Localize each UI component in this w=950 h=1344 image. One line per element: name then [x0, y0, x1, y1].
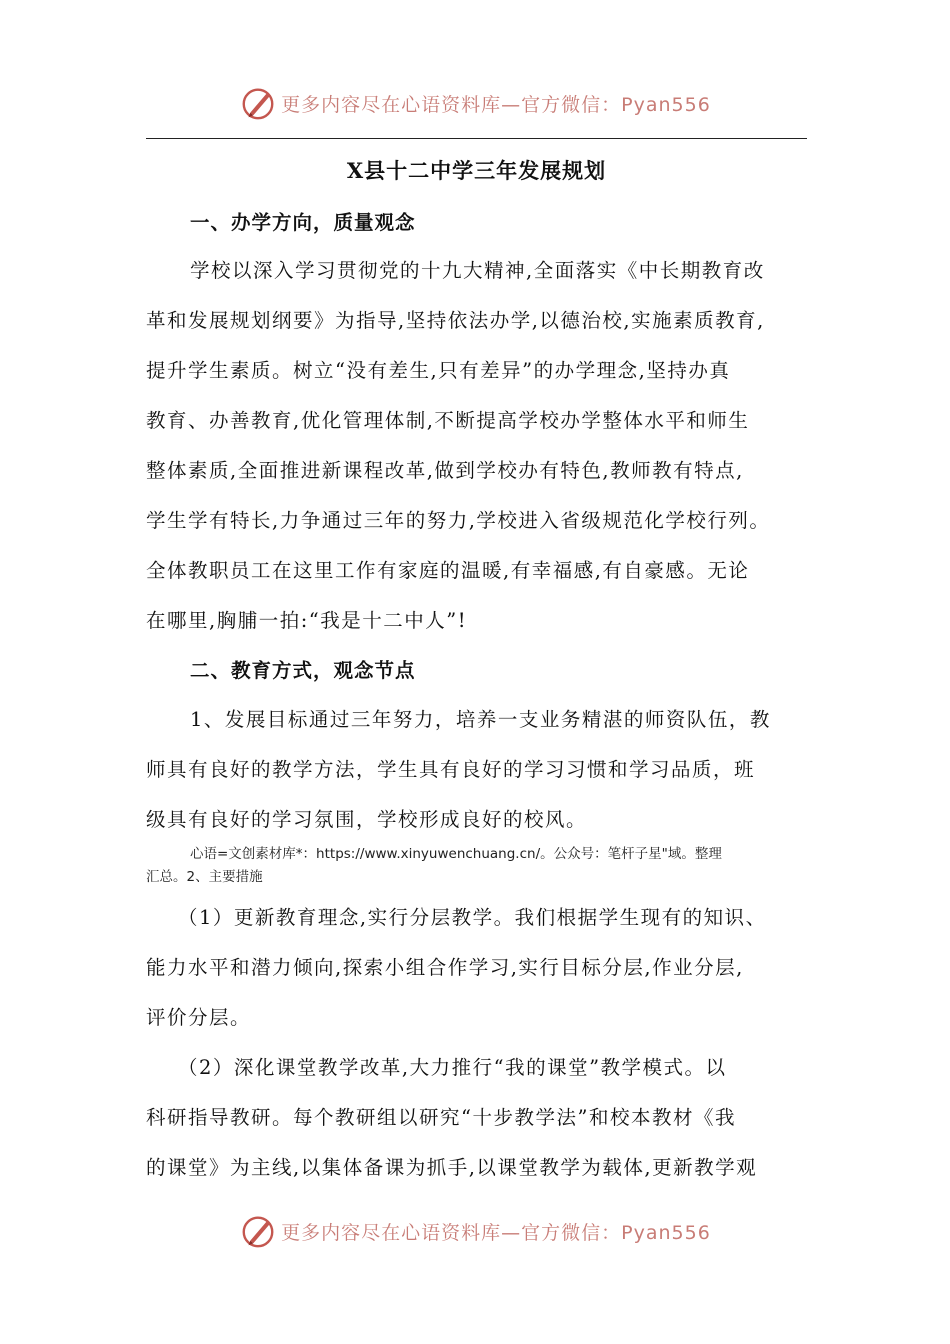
paragraph-line: 革和发展规划纲要》为指导,坚持依法办学,以德治校,实施素质教育, [146, 309, 765, 332]
section-heading-2: 二、教育方式，观念节点 [190, 659, 416, 682]
source-note-line: 汇总。2、主要措施 [146, 869, 263, 885]
pen-logo-icon [239, 84, 277, 122]
watermark-footer [0, 1211, 950, 1251]
paragraph-line: 教育、办善教育,优化管理体制,不断提高学校办学整体水平和师生 [146, 409, 750, 432]
paragraph-line: 全体教职员工在这里工作有家庭的温暖,有幸福感,有自豪感。无论 [146, 559, 750, 582]
watermark-text: 更多内容尽在心语资料库—官方微信：Pyan556 [281, 1221, 711, 1244]
document-title: X县十二中学三年发展规划 [346, 158, 607, 183]
paragraph-line: 提升学生素质。树立“没有差生,只有差异”的办学理念,坚持办真 [146, 359, 731, 382]
watermark-header [0, 83, 950, 123]
paragraph-line: （1）更新教育理念,实行分层教学。我们根据学生现有的知识、 [178, 906, 767, 929]
paragraph-line: 的课堂》为主线,以集体备课为抓手,以课堂教学为载体,更新教学观 [146, 1156, 758, 1179]
watermark-text: 更多内容尽在心语资料库—官方微信：Pyan556 [281, 93, 711, 116]
paragraph-line: 评价分层。 [146, 1006, 252, 1029]
section-heading-1: 一、办学方向，质量观念 [190, 211, 416, 234]
paragraph-line: 学校以深入学习贯彻党的十九大精神,全面落实《中长期教育改 [190, 259, 765, 282]
paragraph-line: 学生学有特长,力争通过三年的努力,学校进入省级规范化学校行列。 [146, 509, 771, 532]
paragraph-line: 级具有良好的学习氛围，学校形成良好的校风。 [146, 808, 588, 831]
paragraph-line: 在哪里,胸脯一拍:“我是十二中人”! [146, 609, 468, 632]
paragraph-line: 师具有良好的教学方法，学生具有良好的学习习惯和学习品质，班 [146, 758, 756, 781]
paragraph-line: 1、发展目标通过三年努力，培养一支业务精湛的师资队伍，教 [190, 708, 771, 731]
paragraph-line: 能力水平和潜力倾向,探索小组合作学习,实行目标分层,作业分层, [146, 956, 744, 979]
paragraph-line: 科研指导教研。每个教研组以研究“十步教学法”和校本教材《我 [146, 1106, 736, 1129]
paragraph-line: （2）深化课堂教学改革,大力推行“我的课堂”教学模式。以 [178, 1056, 727, 1079]
source-note-line: 心语=文创素材库*：https://www.xinyuwenchuang.cn/。公众号：笔杆子星"域。整理 [190, 846, 722, 862]
pen-logo-icon [239, 1212, 277, 1250]
header-rule [146, 138, 807, 139]
paragraph-line: 整体素质,全面推进新课程改革,做到学校办有特色,教师教有特点, [146, 459, 744, 482]
